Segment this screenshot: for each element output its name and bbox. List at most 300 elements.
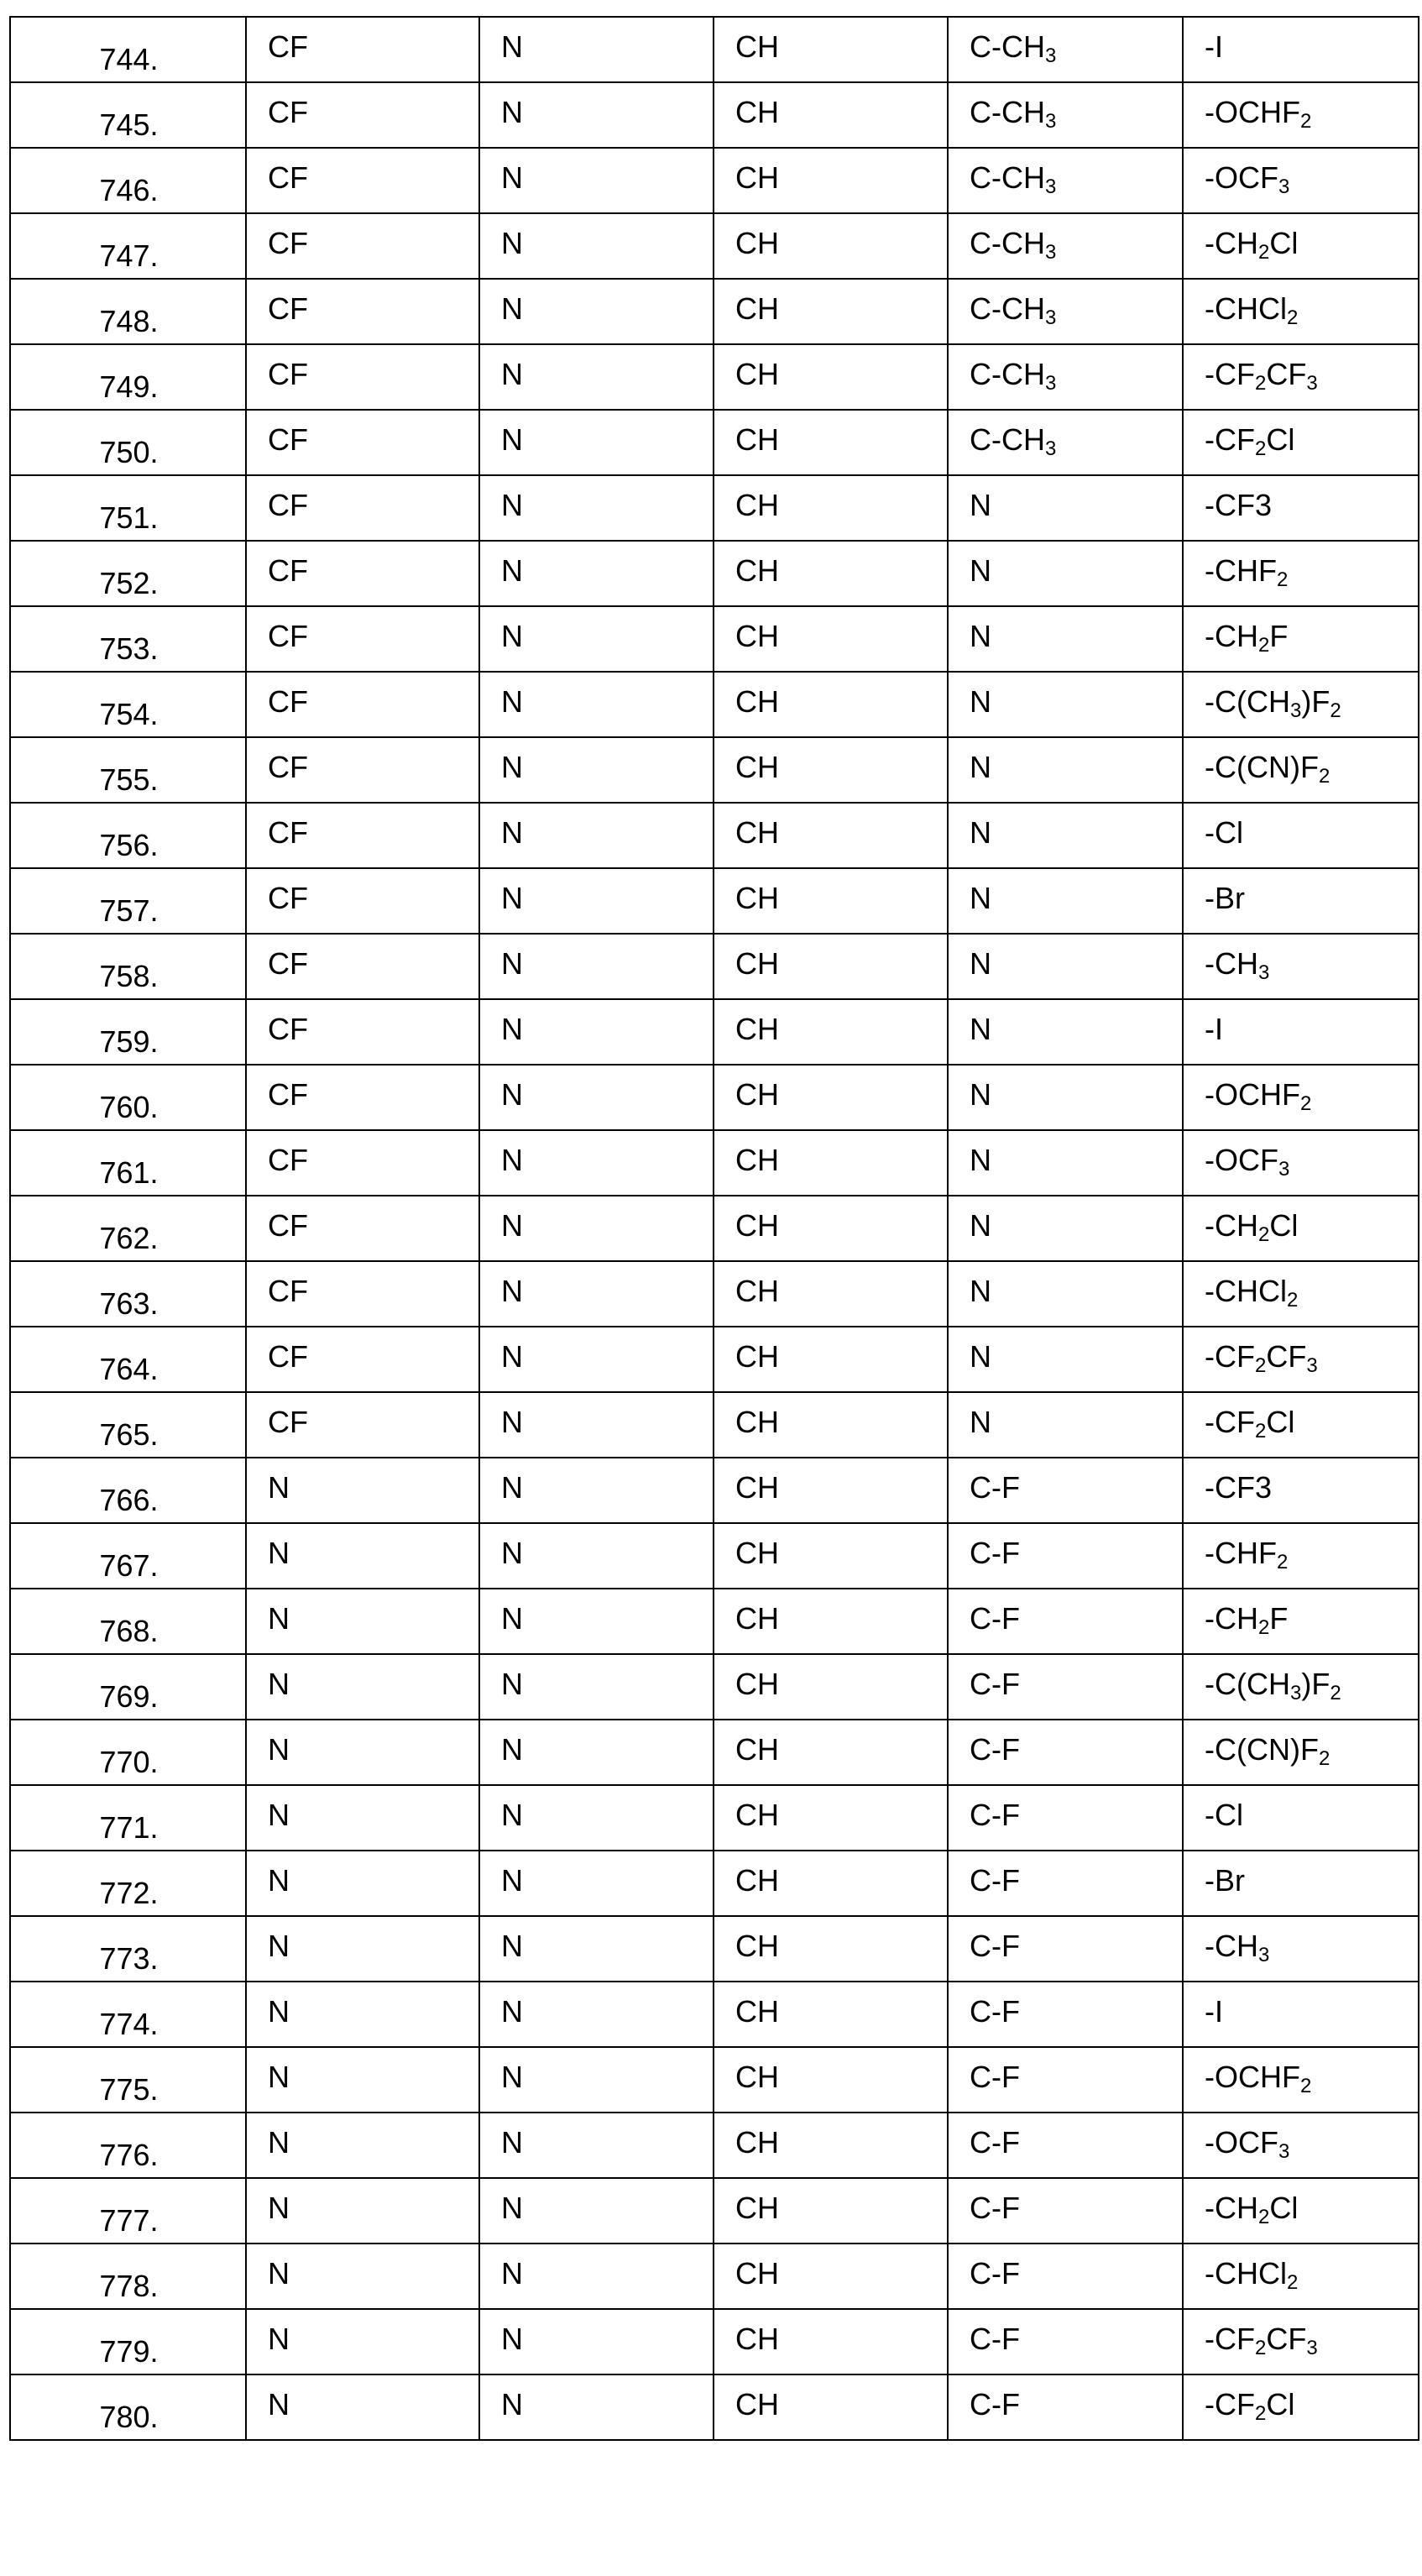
r-substituent-value: -I (1205, 1994, 1223, 2029)
r-substituent-cell (1183, 934, 1419, 999)
entry-number: 780. (99, 2400, 159, 2434)
table-row (10, 1654, 1419, 1720)
x2-value: N (501, 1339, 523, 1374)
table-row (10, 2374, 1419, 2440)
x3-cell (714, 1327, 948, 1392)
x3-value: CH (735, 750, 779, 784)
table-row (10, 1785, 1419, 1851)
entry-number: 757. (99, 893, 159, 928)
x4-cell (948, 82, 1183, 148)
r-substituent-value: $-CH_2F$ (1205, 1601, 1289, 1639)
x3-cell (714, 1589, 948, 1654)
x2-cell (479, 868, 714, 934)
x1-value: N (268, 1470, 290, 1505)
x2-cell (479, 2244, 714, 2309)
x2-cell (479, 2047, 714, 2113)
r-substituent-cell (1183, 344, 1419, 410)
r-substituent-cell (1183, 2047, 1419, 2113)
x3-value: CH (735, 95, 779, 129)
entry-number-cell (10, 410, 246, 475)
entry-number: 775. (99, 2072, 159, 2107)
table-row (10, 1982, 1419, 2047)
x2-cell (479, 148, 714, 213)
x1-value: CF (268, 815, 308, 850)
x4-value: N (970, 619, 991, 653)
x1-cell (246, 2374, 479, 2440)
x2-cell (479, 82, 714, 148)
x2-value: N (501, 488, 523, 522)
x2-cell (479, 2309, 714, 2374)
r-substituent-cell (1183, 999, 1419, 1065)
entry-number: 751. (99, 500, 159, 535)
entry-number-cell (10, 475, 246, 541)
x4-value: $C-CH_3$ (970, 226, 1057, 264)
entry-number-cell (10, 1196, 246, 1261)
r-substituent-value: $-CH_3$ (1205, 1929, 1270, 1966)
table-row (10, 1851, 1419, 1916)
entry-number-cell (10, 672, 246, 737)
entry-number: 761. (99, 1155, 159, 1190)
x4-cell (948, 672, 1183, 737)
entry-number: 773. (99, 1941, 159, 1976)
x1-value: CF (268, 29, 308, 64)
entry-number-cell (10, 148, 246, 213)
x4-value: N (970, 553, 991, 588)
x3-cell (714, 2047, 948, 2113)
r-substituent-value: $-CHF_2$ (1205, 553, 1289, 591)
entry-number-cell (10, 1654, 246, 1720)
x4-value: N (970, 684, 991, 719)
entry-number: 760. (99, 1090, 159, 1124)
x4-value: C-F (970, 1536, 1020, 1570)
x3-cell (714, 1851, 948, 1916)
r-substituent-value: $-CF_2CF_3$ (1205, 357, 1318, 395)
entry-number-cell (10, 1523, 246, 1589)
x1-cell (246, 82, 479, 148)
x4-cell (948, 2309, 1183, 2374)
x4-value: N (970, 1405, 991, 1439)
table-row (10, 2309, 1419, 2374)
r-substituent-value: -CF3 (1205, 1470, 1272, 1505)
x4-cell (948, 475, 1183, 541)
x3-cell (714, 410, 948, 475)
r-substituent-value: $-CH_3$ (1205, 946, 1270, 984)
x3-value: CH (735, 160, 779, 195)
entry-number-cell (10, 2244, 246, 2309)
x1-cell (246, 1196, 479, 1261)
x2-value: N (501, 1077, 523, 1112)
r-substituent-cell (1183, 868, 1419, 934)
x3-value: CH (735, 1470, 779, 1505)
r-substituent-value: $-OCHF_2$ (1205, 2060, 1312, 2097)
x4-value: C-F (970, 2191, 1020, 2225)
x3-cell (714, 868, 948, 934)
entry-number-cell (10, 1916, 246, 1982)
x1-cell (246, 1785, 479, 1851)
entry-number-cell (10, 279, 246, 344)
x3-cell (714, 17, 948, 82)
x3-cell (714, 1130, 948, 1196)
x4-value: $C-CH_3$ (970, 422, 1057, 460)
table-row (10, 541, 1419, 606)
entry-number: 745. (99, 107, 159, 142)
entry-number-cell (10, 1720, 246, 1785)
r-substituent-cell (1183, 541, 1419, 606)
entry-number-cell (10, 1982, 246, 2047)
x4-cell (948, 606, 1183, 672)
r-substituent-cell (1183, 1982, 1419, 2047)
x2-cell (479, 541, 714, 606)
x1-value: N (268, 1732, 290, 1767)
x1-value: CF (268, 553, 308, 588)
x2-cell (479, 475, 714, 541)
r-substituent-value: $-CH_2Cl$ (1205, 226, 1299, 264)
x4-value: C-F (970, 1863, 1020, 1898)
r-substituent-cell (1183, 1196, 1419, 1261)
entry-number-cell (10, 1851, 246, 1916)
x1-value: CF (268, 422, 308, 457)
x3-value: CH (735, 1208, 779, 1243)
x1-cell (246, 2244, 479, 2309)
x3-cell (714, 1523, 948, 1589)
x3-value: CH (735, 2256, 779, 2291)
x2-value: N (501, 1601, 523, 1636)
x2-value: N (501, 815, 523, 850)
x3-cell (714, 1065, 948, 1130)
table-row (10, 2244, 1419, 2309)
x1-value: N (268, 1536, 290, 1570)
x1-value: N (268, 1994, 290, 2029)
x2-value: N (501, 2125, 523, 2160)
x2-cell (479, 737, 714, 803)
table-row (10, 213, 1419, 279)
x4-value: C-F (970, 2322, 1020, 2356)
x4-value: C-F (970, 1994, 1020, 2029)
entry-number-cell (10, 82, 246, 148)
r-substituent-cell (1183, 1261, 1419, 1327)
x3-cell (714, 1720, 948, 1785)
x2-cell (479, 1065, 714, 1130)
r-substituent-cell (1183, 1130, 1419, 1196)
entry-number: 747. (99, 238, 159, 273)
x1-value: N (268, 1863, 290, 1898)
x4-value: $C-CH_3$ (970, 29, 1057, 67)
x2-value: N (501, 1798, 523, 1832)
x3-value: CH (735, 2191, 779, 2225)
x4-value: $C-CH_3$ (970, 357, 1057, 395)
r-substituent-value: $-CF_2Cl$ (1205, 422, 1295, 460)
x1-value: N (268, 2256, 290, 2291)
x1-value: CF (268, 95, 308, 129)
r-substituent-value: -Cl (1205, 1798, 1243, 1832)
table-row (10, 606, 1419, 672)
x4-value: C-F (970, 2125, 1020, 2160)
x1-cell (246, 1261, 479, 1327)
entry-number: 768. (99, 1614, 159, 1648)
table-row (10, 803, 1419, 868)
x3-value: CH (735, 815, 779, 850)
x4-cell (948, 1916, 1183, 1982)
x2-value: N (501, 881, 523, 915)
table-row (10, 1720, 1419, 1785)
x2-value: N (501, 1863, 523, 1898)
x2-value: N (501, 2387, 523, 2422)
x4-cell (948, 541, 1183, 606)
x4-value: C-F (970, 2060, 1020, 2094)
x3-value: CH (735, 1077, 779, 1112)
x2-value: N (501, 553, 523, 588)
r-substituent-value: -Br (1205, 1863, 1245, 1898)
x4-cell (948, 1261, 1183, 1327)
x1-cell (246, 2047, 479, 2113)
x2-cell (479, 934, 714, 999)
x3-value: CH (735, 2060, 779, 2094)
x1-value: CF (268, 488, 308, 522)
x3-value: CH (735, 619, 779, 653)
compound-table (9, 16, 1419, 2441)
x4-cell (948, 1065, 1183, 1130)
x4-value: N (970, 488, 991, 522)
x3-cell (714, 2244, 948, 2309)
r-substituent-cell (1183, 17, 1419, 82)
table-row (10, 17, 1419, 82)
x3-value: CH (735, 1994, 779, 2029)
x1-cell (246, 17, 479, 82)
table-row (10, 1327, 1419, 1392)
x1-value: CF (268, 1274, 308, 1308)
x3-cell (714, 999, 948, 1065)
entry-number: 777. (99, 2203, 159, 2238)
x1-cell (246, 868, 479, 934)
x3-value: CH (735, 1274, 779, 1308)
x2-value: N (501, 2060, 523, 2094)
x3-value: CH (735, 1667, 779, 1701)
r-substituent-value: -Br (1205, 881, 1245, 915)
r-substituent-value: -I (1205, 1012, 1223, 1046)
x3-value: CH (735, 553, 779, 588)
x2-value: N (501, 226, 523, 260)
x2-value: N (501, 619, 523, 653)
r-substituent-cell (1183, 475, 1419, 541)
x2-cell (479, 606, 714, 672)
x4-value: C-F (970, 2256, 1020, 2291)
r-substituent-value: $-CF_2CF_3$ (1205, 1339, 1318, 1377)
x1-value: CF (268, 684, 308, 719)
x3-cell (714, 148, 948, 213)
x1-value: N (268, 2060, 290, 2094)
x2-value: N (501, 1929, 523, 1963)
x1-cell (246, 2309, 479, 2374)
entry-number-cell (10, 868, 246, 934)
table-row (10, 1458, 1419, 1523)
x4-cell (948, 934, 1183, 999)
entry-number: 762. (99, 1221, 159, 1255)
table-row (10, 2047, 1419, 2113)
x3-value: CH (735, 2387, 779, 2422)
r-substituent-cell (1183, 1851, 1419, 1916)
x4-value: N (970, 1077, 991, 1112)
x1-cell (246, 934, 479, 999)
entry-number: 746. (99, 173, 159, 207)
x4-value: N (970, 946, 991, 981)
table-row (10, 148, 1419, 213)
x4-cell (948, 868, 1183, 934)
x1-cell (246, 1392, 479, 1458)
table-row (10, 1261, 1419, 1327)
entry-number-cell (10, 1392, 246, 1458)
entry-number: 756. (99, 828, 159, 862)
x4-value: $C-CH_3$ (970, 160, 1057, 198)
r-substituent-cell (1183, 1458, 1419, 1523)
entry-number: 754. (99, 697, 159, 731)
x4-value: C-F (970, 2387, 1020, 2422)
x2-cell (479, 1196, 714, 1261)
x1-cell (246, 1523, 479, 1589)
x1-cell (246, 2178, 479, 2244)
table-row (10, 1065, 1419, 1130)
x3-cell (714, 2374, 948, 2440)
x1-cell (246, 803, 479, 868)
x1-value: N (268, 1798, 290, 1832)
x2-cell (479, 1916, 714, 1982)
entry-number: 759. (99, 1024, 159, 1059)
entry-number-cell (10, 737, 246, 803)
x4-value: N (970, 1143, 991, 1177)
entry-number-cell (10, 2047, 246, 2113)
entry-number-cell (10, 1785, 246, 1851)
x4-cell (948, 344, 1183, 410)
x3-value: CH (735, 29, 779, 64)
x1-value: CF (268, 946, 308, 981)
x2-value: N (501, 1405, 523, 1439)
x1-cell (246, 2113, 479, 2178)
entry-number: 748. (99, 304, 159, 338)
x4-cell (948, 1720, 1183, 1785)
x2-cell (479, 1785, 714, 1851)
x1-cell (246, 279, 479, 344)
r-substituent-cell (1183, 410, 1419, 475)
x3-value: CH (735, 1012, 779, 1046)
x1-cell (246, 148, 479, 213)
entry-number-cell (10, 2113, 246, 2178)
r-substituent-cell (1183, 672, 1419, 737)
x1-value: CF (268, 1339, 308, 1374)
x3-value: CH (735, 684, 779, 719)
x4-cell (948, 737, 1183, 803)
r-substituent-cell (1183, 803, 1419, 868)
x4-cell (948, 2244, 1183, 2309)
entry-number: 770. (99, 1745, 159, 1779)
x4-cell (948, 213, 1183, 279)
x3-value: CH (735, 1863, 779, 1898)
x4-cell (948, 1523, 1183, 1589)
x2-cell (479, 2374, 714, 2440)
x2-value: N (501, 160, 523, 195)
x3-cell (714, 213, 948, 279)
r-substituent-value: $-C(CN)F_2$ (1205, 750, 1331, 788)
x2-cell (479, 1327, 714, 1392)
x2-value: N (501, 1994, 523, 2029)
x4-cell (948, 410, 1183, 475)
r-substituent-value: -Cl (1205, 815, 1243, 850)
x1-value: N (268, 2191, 290, 2225)
entry-number-cell (10, 1065, 246, 1130)
r-substituent-cell (1183, 737, 1419, 803)
entry-number-cell (10, 17, 246, 82)
x2-value: N (501, 2256, 523, 2291)
entry-number-cell (10, 1130, 246, 1196)
x1-value: CF (268, 357, 308, 391)
r-substituent-value: $-CH_2Cl$ (1205, 1208, 1299, 1246)
x4-cell (948, 17, 1183, 82)
x4-value: $C-CH_3$ (970, 95, 1057, 133)
r-substituent-cell (1183, 2244, 1419, 2309)
x4-value: N (970, 1339, 991, 1374)
r-substituent-value: $-CH_2Cl$ (1205, 2191, 1299, 2228)
r-substituent-cell (1183, 1916, 1419, 1982)
x3-value: CH (735, 1536, 779, 1570)
r-substituent-cell (1183, 213, 1419, 279)
x1-cell (246, 737, 479, 803)
x4-cell (948, 2113, 1183, 2178)
entry-number-cell (10, 1327, 246, 1392)
x3-cell (714, 1261, 948, 1327)
r-substituent-value: $-CF_2CF_3$ (1205, 2322, 1318, 2359)
x1-value: CF (268, 1143, 308, 1177)
x4-cell (948, 1392, 1183, 1458)
entry-number: 772. (99, 1876, 159, 1910)
x2-cell (479, 1720, 714, 1785)
r-substituent-cell (1183, 1392, 1419, 1458)
x2-value: N (501, 1143, 523, 1177)
entry-number: 774. (99, 2007, 159, 2041)
x3-value: CH (735, 1732, 779, 1767)
x3-value: CH (735, 2125, 779, 2160)
entry-number-cell (10, 2309, 246, 2374)
x3-value: CH (735, 291, 779, 326)
x4-cell (948, 279, 1183, 344)
x2-cell (479, 1458, 714, 1523)
r-substituent-cell (1183, 148, 1419, 213)
x2-cell (479, 1982, 714, 2047)
entry-number-cell (10, 803, 246, 868)
x1-cell (246, 1982, 479, 2047)
x1-value: N (268, 1601, 290, 1636)
x1-cell (246, 1916, 479, 1982)
x1-cell (246, 672, 479, 737)
r-substituent-cell (1183, 1327, 1419, 1392)
x2-cell (479, 410, 714, 475)
entry-number-cell (10, 934, 246, 999)
x2-value: N (501, 357, 523, 391)
x2-value: N (501, 95, 523, 129)
x4-value: C-F (970, 1667, 1020, 1701)
entry-number-cell (10, 213, 246, 279)
table-row (10, 999, 1419, 1065)
entry-number-cell (10, 2374, 246, 2440)
x3-value: CH (735, 1143, 779, 1177)
x2-value: N (501, 1536, 523, 1570)
x3-cell (714, 1654, 948, 1720)
x3-cell (714, 344, 948, 410)
r-substituent-cell (1183, 2309, 1419, 2374)
x1-value: N (268, 2125, 290, 2160)
x1-cell (246, 1654, 479, 1720)
x3-cell (714, 934, 948, 999)
x3-value: CH (735, 1601, 779, 1636)
x3-cell (714, 1916, 948, 1982)
r-substituent-value: -CHCl$_2$ (1205, 291, 1299, 329)
